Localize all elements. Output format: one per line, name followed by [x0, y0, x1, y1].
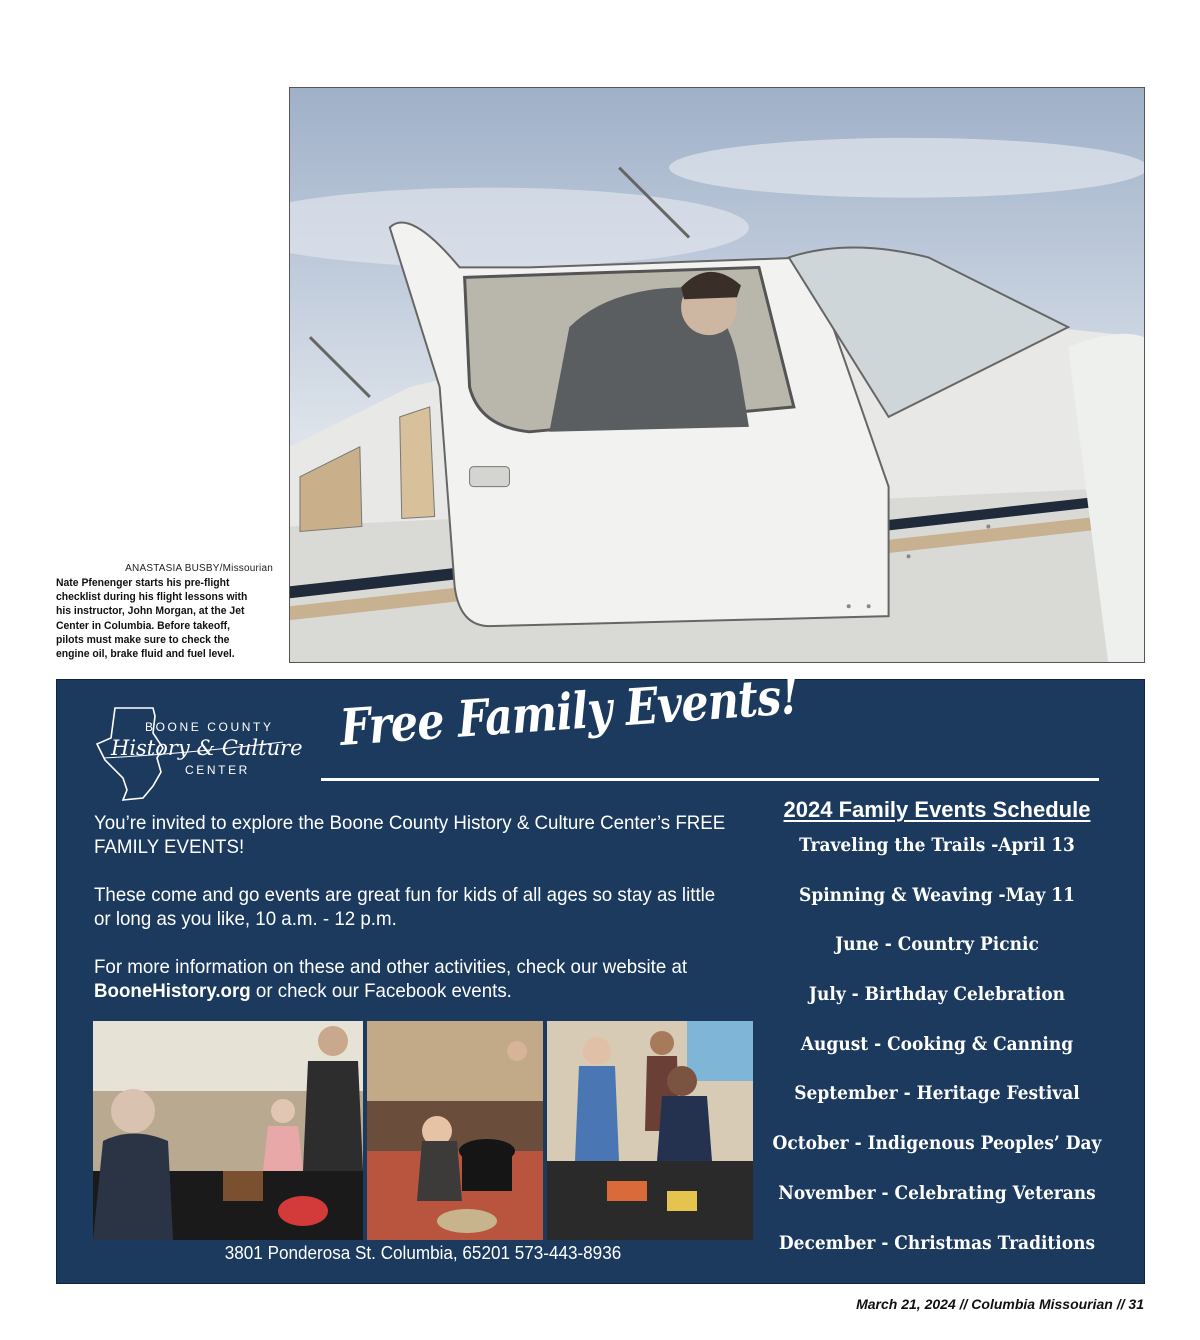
schedule-item: August - Cooking & Canning: [800, 1033, 1074, 1055]
airplane-photo: [289, 87, 1145, 663]
photo-credit: ANASTASIA BUSBY/Missourian: [125, 563, 273, 574]
family-events-ad: [56, 666, 1145, 1284]
event-photo-collage: [93, 1021, 753, 1240]
collage-photo-baskets: [367, 1021, 543, 1240]
intro-text: [94, 811, 728, 1027]
boone-county-logo: [93, 698, 303, 813]
intro-p3-after: or check our Facebook events.: [250, 980, 512, 1002]
intro-p3-before: For more information on these and other activities, check our website at: [94, 956, 688, 978]
schedule-list: [757, 835, 1117, 1282]
photo-caption: Nate Pfenenger starts his pre-flight checklist during his flight lessons with his instructor, John Morgan, at the Jet Center in Columbia. Before takeoff, pilots must make sure to check the engine oil, brake fluid and fuel level.: [56, 577, 248, 661]
center-address: 3801 Ponderosa St. Columbia, 65201 573-443-8936: [224, 1243, 622, 1263]
schedule-item: September - Heritage Festival: [794, 1083, 1080, 1105]
logo-line-1: BOONE COUNTY: [145, 720, 274, 734]
schedule-item: Spinning & Weaving -May 11: [799, 884, 1075, 906]
intro-paragraph-3: [94, 955, 728, 1003]
schedule-item: November - Celebrating Veterans: [778, 1182, 1096, 1204]
logo-line-3: CENTER: [185, 763, 250, 777]
schedule-item: October - Indigenous Peoples’ Day: [772, 1133, 1102, 1155]
page-footer: March 21, 2024 // Columbia Missourian // 31: [856, 1296, 1144, 1312]
schedule-item: Traveling the Trails -April 13: [799, 835, 1075, 856]
schedule-item: July - Birthday Celebration: [808, 984, 1066, 1006]
intro-paragraph-2: These come and go events are great fun for kids of all ages so stay as little or long as you like, 10 a.m. - 12 p.m.: [94, 884, 716, 930]
schedule-item: December - Christmas Traditions: [778, 1232, 1096, 1254]
collage-photo-crafts: [547, 1021, 753, 1240]
headline-rule: [321, 778, 1099, 781]
logo-line-2: History & Culture: [111, 736, 303, 760]
website-link[interactable]: BooneHistory.org: [94, 980, 251, 1002]
schedule-item: June - Country Picnic: [835, 934, 1039, 956]
schedule-title: 2024 Family Events Schedule: [783, 797, 1091, 822]
collage-photo-museum: [93, 1021, 363, 1240]
ad-headline: Free Family Events!: [337, 666, 801, 757]
intro-paragraph-1: You’re invited to explore the Boone County History & Culture Center’s FREE FAMILY EVENTS!: [94, 812, 726, 858]
airplane-illustration: [290, 88, 1144, 662]
